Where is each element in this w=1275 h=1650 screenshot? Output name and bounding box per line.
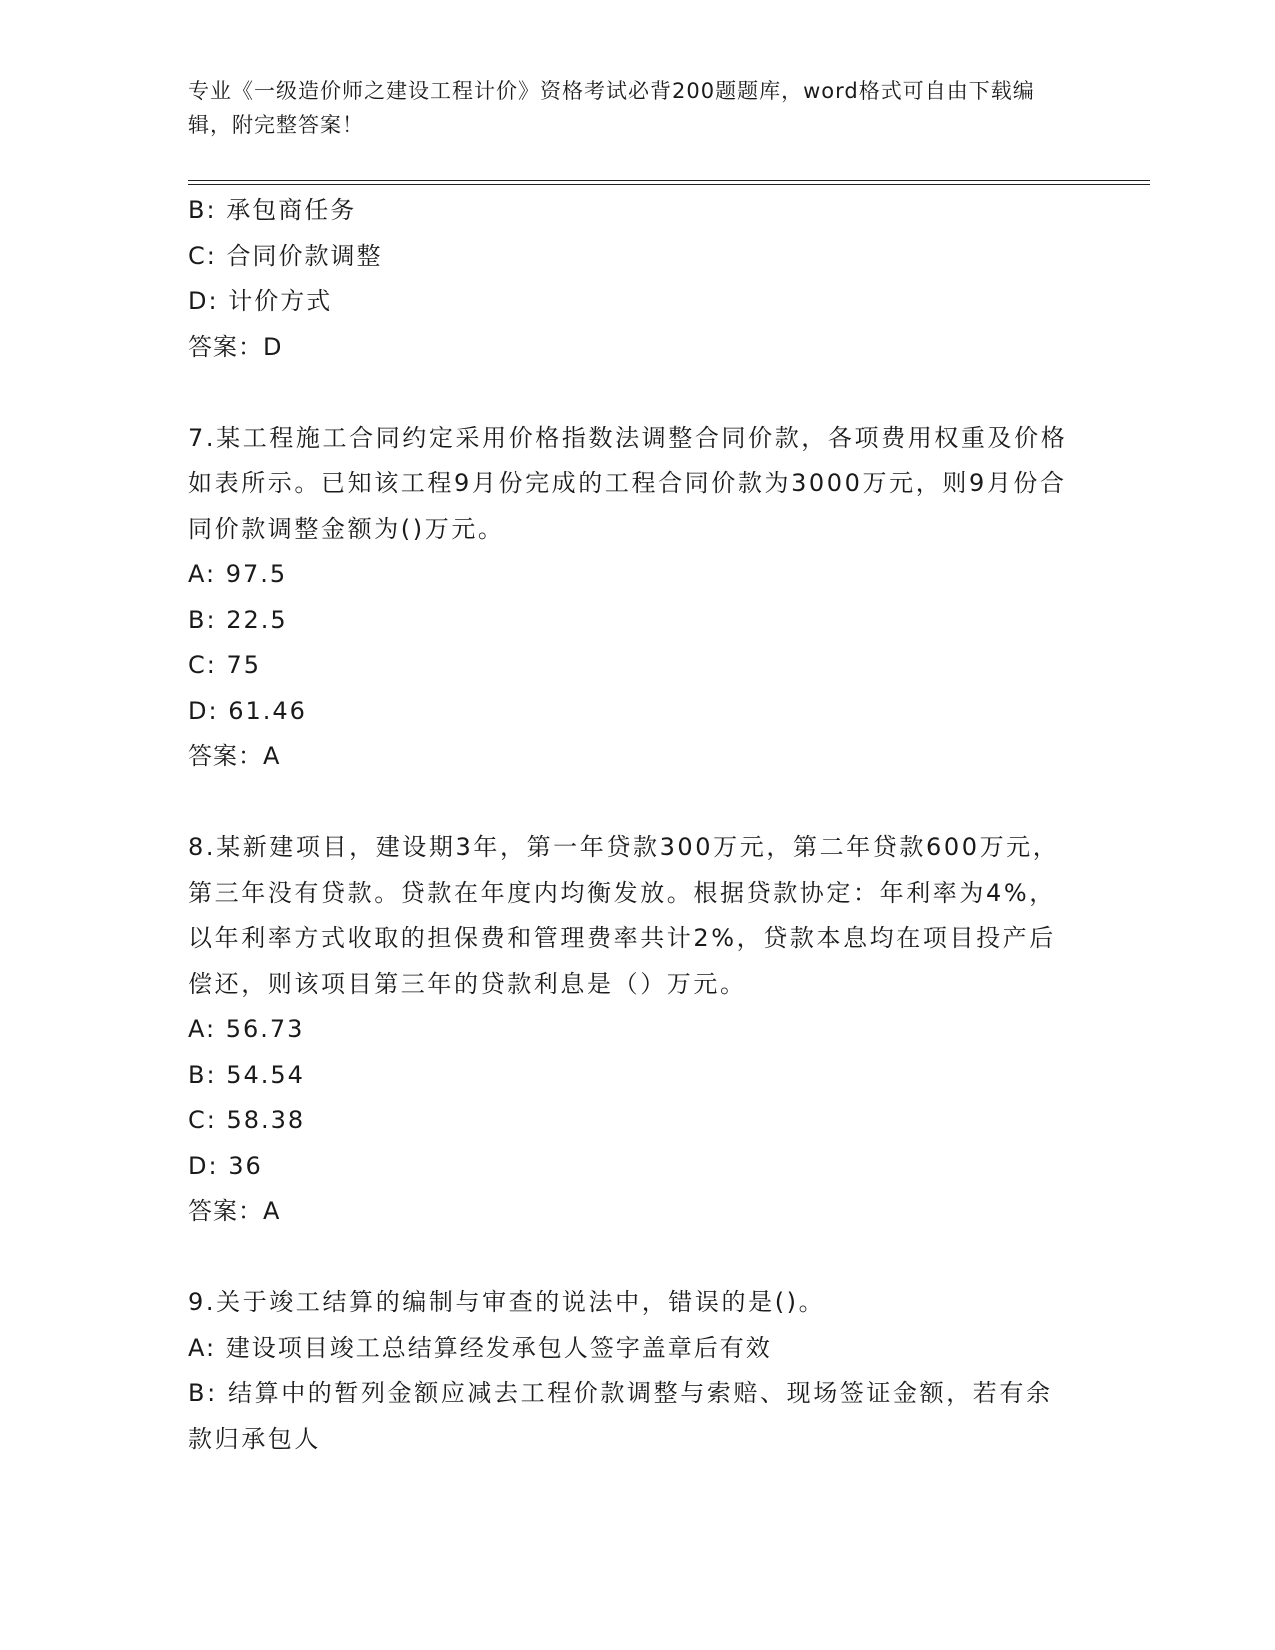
option-b: B: 22.5 [188,605,288,634]
header-rule-top [188,180,1150,181]
question-9 [188,1280,1078,1462]
question-text: 9.关于竣工结算的编制与审查的说法中，错误的是()。 [188,1288,826,1316]
option-c: C: 58.38 [188,1106,306,1134]
option-a: A: 56.73 [188,1015,305,1043]
document-body [188,188,1078,1462]
option-a: A: 97.5 [188,560,288,588]
option-b: B: 54.54 [188,1060,305,1089]
question-text: 8.某新建项目，建设期3年，第一年贷款300万元，第二年贷款600万元，第三年没有贷款。贷款在年度内均衡发放。根据贷款协定：年利率为4%，以年利率方式收取的担保费和管理费率共计2%，贷款本息均在项目投产后偿还，则该项目第三年的贷款利息是（）万元。 [188,833,1060,998]
option-d: D: 61.46 [188,696,307,725]
option-b: B: 结算中的暂列金额应减去工程价款调整与索赔、现场签证金额，若有余款归承包人 [188,1379,1053,1453]
answer-line: 答案：A [188,742,281,770]
answer-line: 答案：A [188,1197,281,1225]
header-rule-bottom [188,184,1150,185]
spacer [188,780,1078,826]
spacer [188,1235,1078,1281]
option-b: B: 承包商任务 [188,196,357,224]
option-d: D: 计价方式 [188,287,333,315]
option-d: D: 36 [188,1151,263,1180]
spacer [188,370,1078,416]
answer-line: 答案：D [188,332,283,361]
document-header: 专业《一级造价师之建设工程计价》资格考试必背200题题库，word格式可自由下载编辑，附完整答案！ [188,79,1035,137]
question-7 [188,416,1078,780]
option-a: A: 建设项目竣工总结算经发承包人签字盖章后有效 [188,1333,772,1362]
prev-question [188,188,1078,370]
question-text: 7.某工程施工合同约定采用价格指数法调整合同价款，各项费用权重及价格如表所示。已知该工程9月份完成的工程合同价款为3000万元，则9月份合同价款调整金额为()万元。 [188,423,1068,543]
option-c: C: 合同价款调整 [188,241,383,270]
option-c: C: 75 [188,651,262,679]
question-8 [188,825,1078,1235]
